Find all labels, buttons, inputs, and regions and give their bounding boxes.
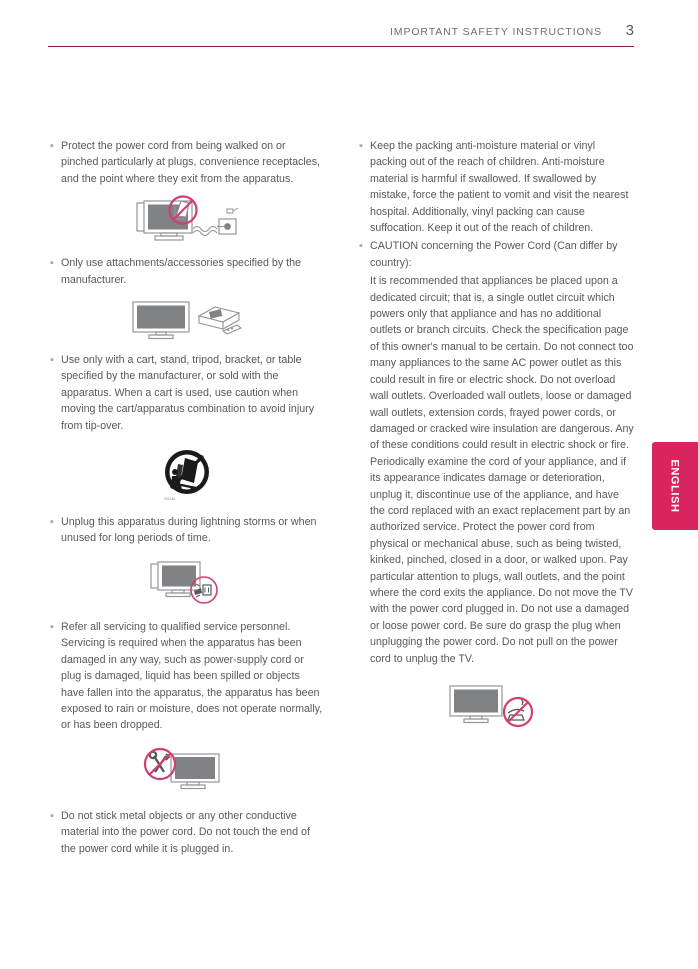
page-header <box>48 22 634 48</box>
bullet-text: CAUTION concerning the Power Cord (Can differ by country): <box>370 240 618 269</box>
page-title: IMPORTANT SAFETY INSTRUCTIONS <box>389 26 602 38</box>
no-servicing-tv-figure <box>48 746 325 794</box>
tv-no-pull-cord-figure <box>357 681 634 729</box>
safety-bullet-protect-power-cord <box>48 138 325 187</box>
svg-text:S3125A: S3125A <box>163 497 175 502</box>
safety-bullet-cart-stand-tripod <box>48 352 325 434</box>
tv-unplug-figure <box>48 559 325 605</box>
bullet-marker-icon: ▪ <box>50 257 54 270</box>
bullet-text: Do not stick metal objects or any other conductive material into the power cord. Do not touch the end of the power cord while it is plugged in. <box>61 809 310 855</box>
bullet-text: Refer all servicing to qualified service personnel. Servicing is required when the apparatus has been damaged in any way, such as power-supply cord or plug is damaged, liquid has been spilled or objects have fallen into the apparatus, the apparatus has been exposed to rain or moisture, does not operate normally, or has been dropped. <box>61 620 323 732</box>
bullet-marker-icon: ▪ <box>50 620 54 633</box>
safety-bullet-packing-material <box>357 138 634 236</box>
language-side-tab-label: ENGLISH <box>669 459 681 513</box>
bullet-marker-icon: ▪ <box>50 354 54 367</box>
cart-tip-over-warning-figure <box>48 444 325 502</box>
caution-power-cord-body: It is recommended that appliances be placed upon a dedicated circuit; that is, a single outlet circuit which powers only that appliance and has no additional outlets or branch circuits. Check the specification page of this owner's manual to be certain. Do not connect too many appliances to the same AC power outlet as this could result in fire or electric shock. Do not overload wall outlets. Overloaded wall outlets, loose or damaged wall outlets, extension cords, frayed power cords, or damaged or cracked wire insulation are dangerous. Any of these conditions could result in electric shock or fire. Periodically examine the cord of your appliance, and if its appearance indicates damage or deterioration, unplug it, discontinue use of the appliance, and have the cord replaced with an exact replacement part by an authorized service. Protect the power cord from physical or mechanical abuse, such as being twisted, kinked, pinched, closed in a door, or walked upon. Pay particular attention to plugs, wall outlets, and the point where the cord exits the appliance. Do not move the TV with the power cord plugged in. Do not use a damaged or loose power cord. Be sure do grasp the plug when unplugging the power cord. Do not pull on the power cord to unplug the TV. <box>370 275 634 665</box>
bullet-text: Protect the power cord from being walked on or pinched particularly at plugs, convenience receptacles, and the point where they exit from the apparatus. <box>61 140 321 185</box>
right-column <box>357 138 634 859</box>
safety-bullet-unplug-lightning <box>48 514 325 547</box>
header-row <box>48 22 634 42</box>
bullet-marker-icon: ▪ <box>359 140 363 152</box>
tv-accessories-figure <box>48 298 325 342</box>
bullet-marker-icon: ▪ <box>50 809 54 822</box>
safety-bullet-caution-power-cord <box>357 238 634 271</box>
bullet-marker-icon: ▪ <box>50 516 54 529</box>
left-column <box>48 138 325 859</box>
bullet-text: Use only with a cart, stand, tripod, bracket, or table specified by the manufacturer, or sold with the apparatus. When a cart is used, use caution when moving the cart/apparatus combination to avoid injury from tip-over. <box>61 354 315 432</box>
bullet-text: Only use attachments/accessories specified by the manufacturer. <box>61 257 301 286</box>
bullet-text: Keep the packing anti-moisture material or vinyl packing out of the reach of children. Anti-moisture material is harmful if swallowed. If swallowed by mistake, force the patient to vomit and visit the nearest hospital. Additionally, vinyl packing can cause suffocation. Keep it out of the reach of children. <box>370 140 629 235</box>
bullet-marker-icon: ▪ <box>50 140 54 152</box>
bullet-marker-icon: ▪ <box>359 240 363 253</box>
safety-bullet-no-metal-objects <box>48 808 325 857</box>
page-number: 3 <box>625 22 634 39</box>
tv-power-cord-no-step-figure <box>48 195 325 245</box>
bullet-text: Unplug this apparatus during lightning storms or when unused for long periods of time. <box>61 516 317 545</box>
header-divider <box>48 46 634 47</box>
safety-bullet-attachments-accessories <box>48 255 325 288</box>
language-side-tab <box>652 442 698 530</box>
page-content <box>48 138 634 859</box>
safety-bullet-qualified-servicing <box>48 619 325 734</box>
